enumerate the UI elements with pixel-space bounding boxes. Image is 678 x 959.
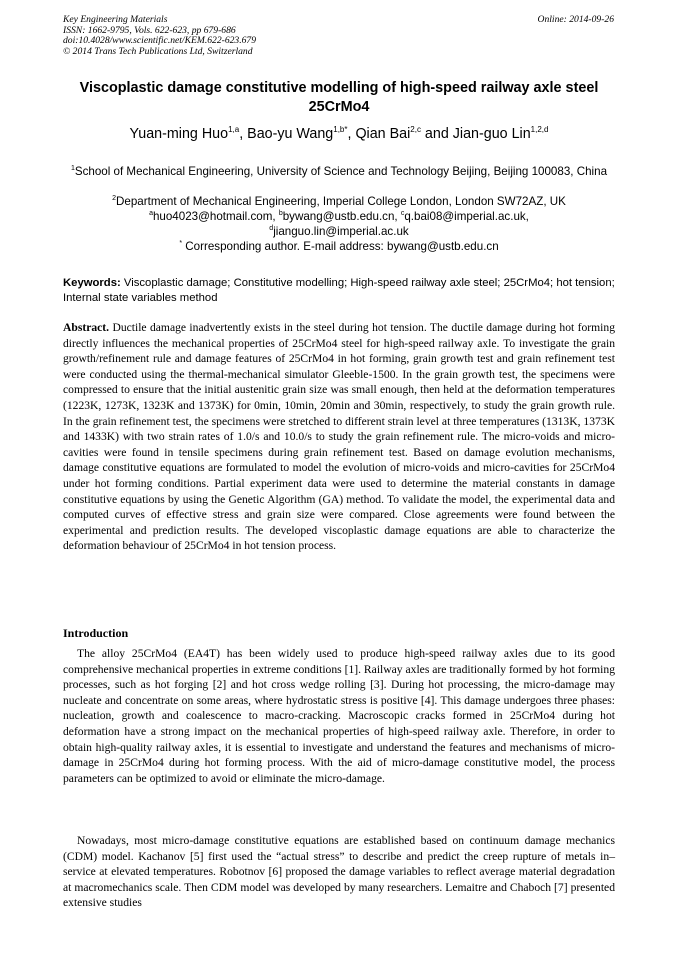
corresponding-author [63,239,615,254]
email-mark: b [278,210,283,218]
corresponding-mark: * [179,240,183,248]
email-address[interactable]: q.bai08@imperial.ac.uk, [404,210,529,223]
author-separator: , [239,126,248,142]
copyright-line: © 2014 Trans Tech Publications Ltd, Switzerland [63,45,253,57]
email-address[interactable]: jianguo.lin@imperial.ac.uk [273,225,409,238]
keywords [63,276,615,306]
body-paragraph: The alloy 25CrMo4 (EA4T) has been widely used to produce high-speed railway axles due to its good comprehensive mechanical properties in extreme conditions [1]. Railway axles are traditionally formed by hot forming processes, such as hot forging [2] and hot cross wedge rolling [3]. During hot processing, the micro-damage may nucleate and concentrate on some areas, where hydrostatic stress is positive [4]. This damage undergoes three phases: nucleation, growth and coalescence to macro-cracking. Macroscopic cracks formed in 25CrMo4 during hot deformation have a strong impact on the mechanical properties of high-speed railway axle. Therefore, in order to obtain high-quality railway axles, it is essential to investigate and understand the features and mechanisms of micro-damage in 25CrMo4 during hot forming process. With the aid of micro-damage constitutive model, the process parameters can be optimized to avoid or eliminate the micro-damage. [63,647,615,785]
affiliation-text: Department of Mechanical Engineering, Imperial College London, London SW72AZ, UK [116,195,566,208]
author-separator: and [420,126,453,142]
abstract-text: Ductile damage inadvertently exists in the steel during hot tension. The ductile damage during hot forming directly influences the mechanical properties of 25CrMo4 steel for high-speed railway axle. To investigate the grain growth/refinement rule and damage features of 25CrMo4 in hot forming, grain growth test and grain refinement test were conducted using the thermal-mechanical simulator Gleeble-1500. In the grain growth test, the specimens were compressed to ensure that the initial austenitic grain size was small enough, then held at the deformation temperatures (1223K, 1273K, 1323K and 1373K) for 0min, 10min, 20min and 30min, respectively, to study the grain growth rule. In the grain refinement test, the specimens were stretched to different strain level at three temperatures (1313K, 1373K and 1433K) with two strain rates of 1.0/s and 10.0/s to study the grain refinement rule. The micro-voids and micro-cavities were found in tensile specimens during grain refinement test. Based on damage evolution mechanisms, damage constitutive equations are formulated to model the evolution of micro-voids and micro-cavities for 25CrMo4 under hot forming conditions. Partial experiment data were used to determine the material constants in damage constitutive equations by using the Genetic Algorithm (GA) method. To validate the model, the experimental data and computed curves of effective stress and grain size were compared. Close agreements were found between the experimental and prediction results. The developed viscoplastic damage equations are able to characterize the deformation behaviour of 25CrMo4 in hot tension process. [63,321,615,553]
author-emails [63,209,615,239]
author-name: Jian-guo Lin [452,126,531,142]
online-date: Online: 2014-09-26 [537,14,614,25]
abstract-label: Abstract. [63,321,110,334]
author-list [63,124,615,144]
abstract [63,320,615,554]
author-name: Yuan-ming Huo [129,126,229,142]
author-affiliation-mark: 1,a [228,125,240,135]
email-mark: a [149,210,153,218]
email-address[interactable]: huo4023@hotmail.com, [152,210,279,223]
corresponding-text: Corresponding author. E-mail address: bywang@ustb.edu.cn [182,240,499,253]
email-address[interactable]: bywang@ustb.edu.cn, [282,210,401,223]
affiliation-1 [63,164,615,179]
doi-line: doi:10.4028/www.scientific.net/KEM.622-623.679 [63,35,257,47]
body-paragraph: Nowadays, most micro-damage constitutive equations are established based on continuum damage mechanics (CDM) model. Kachanov [5] first used the “actual stress” to describe and predict the creep rupture of metals in–service at elevated temperatures. Robotnov [6] proposed the damage variables to reflect average material degradation at macromechanics scale. Then CDM model was developed by many researchers. Lemaitre and Chaboch [7] presented extensive studies [63,834,615,910]
affiliation-mark: 2 [112,195,117,203]
keywords-text: Viscoplastic damage; Constitutive modelling; High-speed railway axle steel; 25CrMo4; hot tension; Internal state variables method [63,277,615,304]
affiliation-2 [63,194,615,209]
paper-title: Viscoplastic damage constitutive modelling of high-speed railway axle steel 25CrMo4 [79,80,599,115]
affiliation-mark: 1 [70,165,75,173]
author-name: Qian Bai [355,126,411,142]
section-heading-introduction: Introduction [63,626,129,640]
author-affiliation-mark: 1,2,d [530,125,549,135]
journal-name: Key Engineering Materials [63,14,168,25]
email-mark: c [400,210,405,218]
journal-header [63,15,256,57]
author-separator: , [347,126,356,142]
issn-line: ISSN: 1662-9795, Vols. 622-623, pp 679-686 [63,24,236,36]
keywords-label: Keywords: [63,277,121,289]
author-name: Bao-yu Wang [247,126,334,142]
affiliation-text: School of Mechanical Engineering, University of Science and Technology Beijing, Beijing 100083, China [74,165,608,178]
email-mark: d [269,225,274,233]
author-affiliation-mark: 1,b* [333,125,348,135]
author-affiliation-mark: 2,c [410,125,421,135]
